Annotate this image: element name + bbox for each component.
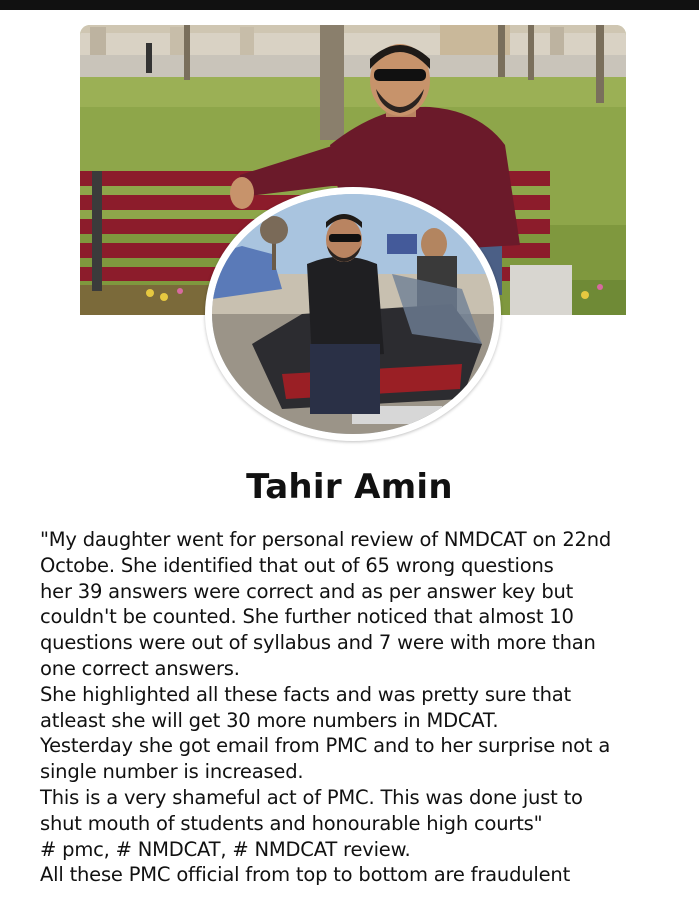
avatar-photo bbox=[212, 194, 494, 434]
post-line: "My daughter went for personal review of NMDCAT on 22nd bbox=[40, 528, 612, 551]
profile-name: Tahir Amin bbox=[246, 467, 453, 507]
top-status-bar bbox=[0, 0, 699, 10]
profile-avatar[interactable] bbox=[205, 187, 501, 441]
post-line: Yesterday she got email from PMC and to her surprise not a bbox=[40, 734, 611, 758]
post-line: All these PMC official from top to bottom are fraudulent bbox=[40, 863, 571, 887]
post-line: Octobe. She identified that out of 65 wrong questions bbox=[40, 553, 554, 577]
post-line: her 39 answers were correct and as per answer key but bbox=[40, 579, 574, 603]
post-line: one correct answers. bbox=[40, 656, 240, 680]
post-line: couldn't be counted. She further noticed that almost 10 bbox=[40, 605, 574, 629]
post-line: questions were out of syllabus and 7 were with more than bbox=[40, 631, 596, 655]
post-text bbox=[40, 527, 680, 888]
post-line: shut mouth of students and honourable high courts" bbox=[40, 811, 543, 835]
post-line: atleast she will get 30 more numbers in MDCAT. bbox=[40, 708, 499, 732]
post-line: # pmc, # NMDCAT, # NMDCAT review. bbox=[40, 837, 411, 861]
post-line: This is a very shameful act of PMC. This was done just to bbox=[40, 785, 583, 809]
post-line: single number is increased. bbox=[40, 760, 304, 784]
post-line: She highlighted all these facts and was pretty sure that bbox=[40, 682, 571, 706]
